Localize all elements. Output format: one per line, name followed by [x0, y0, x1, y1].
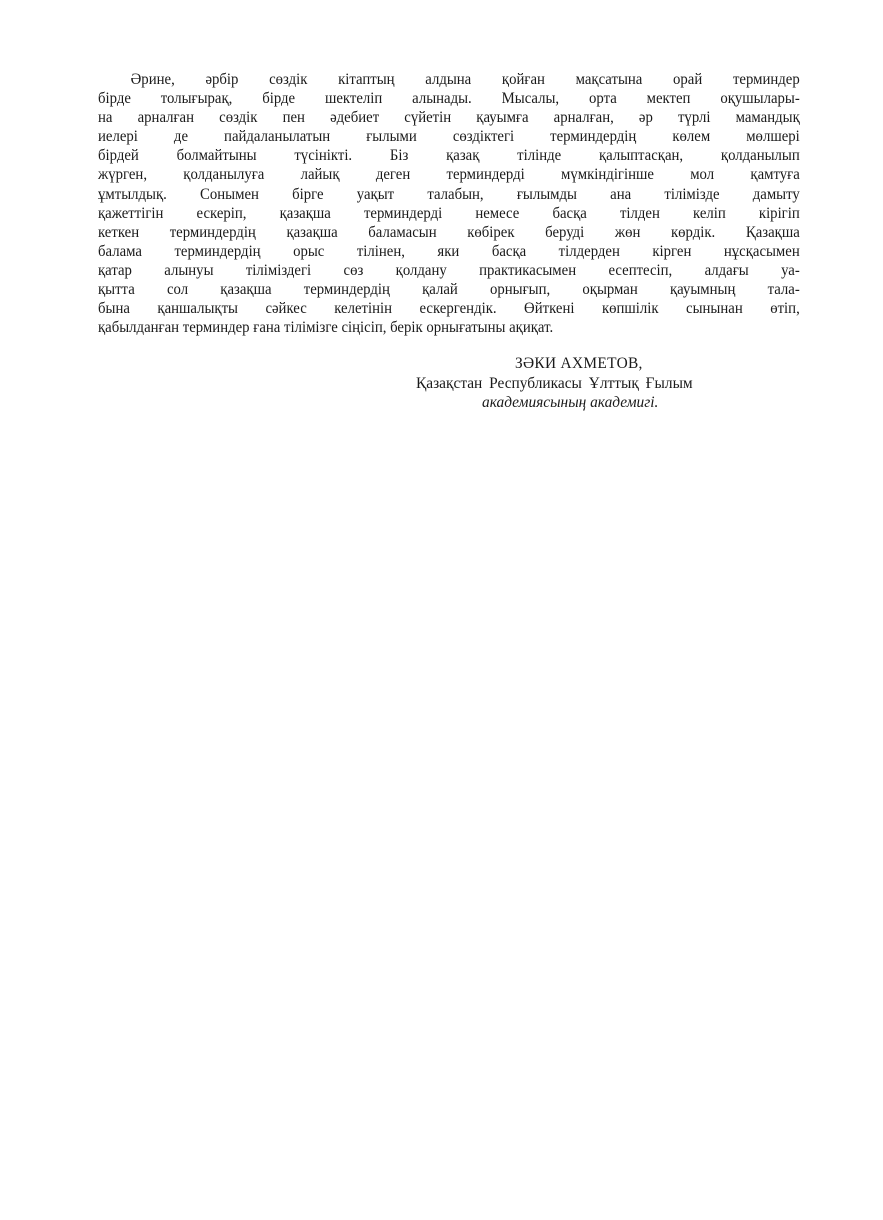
paragraph-line: на арналған сөздік пен әдебиет сүйетін қауымға арналған, әр түрлі мамандық: [98, 109, 800, 127]
paragraph-line: жүрген, қолданылуға лайық деген терминдерді мүмкіндігінше мол қамтуға: [98, 166, 800, 184]
paragraph-line: қытта сол қазақша терминдердің қалай орнығып, оқырман қауымның тала-: [98, 281, 800, 299]
paragraph-line: қабылданған терминдер ғана тілімізге сіңісіп, берік орнығатыны ақиқат.: [98, 319, 554, 337]
paragraph-line: бірдей болмайтыны түсінікті. Біз қазақ тілінде қалыптасқан, қолданылып: [98, 147, 800, 165]
signature-block: [400, 354, 820, 413]
author-name: ЗӘКИ АХМЕТОВ,: [515, 355, 643, 372]
paragraph-line: иелері де пайдаланылатын ғылыми сөздіктегі терминдердің көлем мөлшері: [98, 128, 800, 146]
paragraph-line: кеткен терминдердің қазақша баламасын көбірек беруді жөн көрдік. Қазақша: [98, 223, 800, 241]
paragraph-line: бына қаншалықты сәйкес келетінін ескергендік. Өйткені көпшілік сынынан өтіп,: [98, 300, 800, 318]
paragraph-line: ұмтылдық. Сонымен бірге уақыт талабын, ғылымды ана тілімізде дамыту: [98, 185, 800, 203]
paragraph-line: қажеттігін ескеріп, қазақша терминдерді немесе басқа тілден келіп кірігіп: [98, 204, 800, 222]
paragraph-line: балама терминдердің орыс тілінен, яки басқа тілдерден кірген нұсқасымен: [98, 242, 800, 260]
author-title-line2: академиясының академигі.: [482, 394, 659, 411]
paragraph-line: қатар алынуы тіліміздегі сөз қолдану практикасымен есептесіп, алдағы уа-: [98, 261, 800, 279]
paragraph-line: бірде толығырақ, бірде шектеліп алынады. Мысалы, орта мектеп оқушылары-: [98, 90, 800, 108]
author-title-line1: Қазақстан Республикасы Ұлттық Ғылым: [416, 374, 693, 392]
body-paragraph: [98, 70, 800, 337]
paragraph-line: Әрине, әрбір сөздік кітаптың алдына қойған мақсатына орай терминдер: [130, 71, 800, 88]
